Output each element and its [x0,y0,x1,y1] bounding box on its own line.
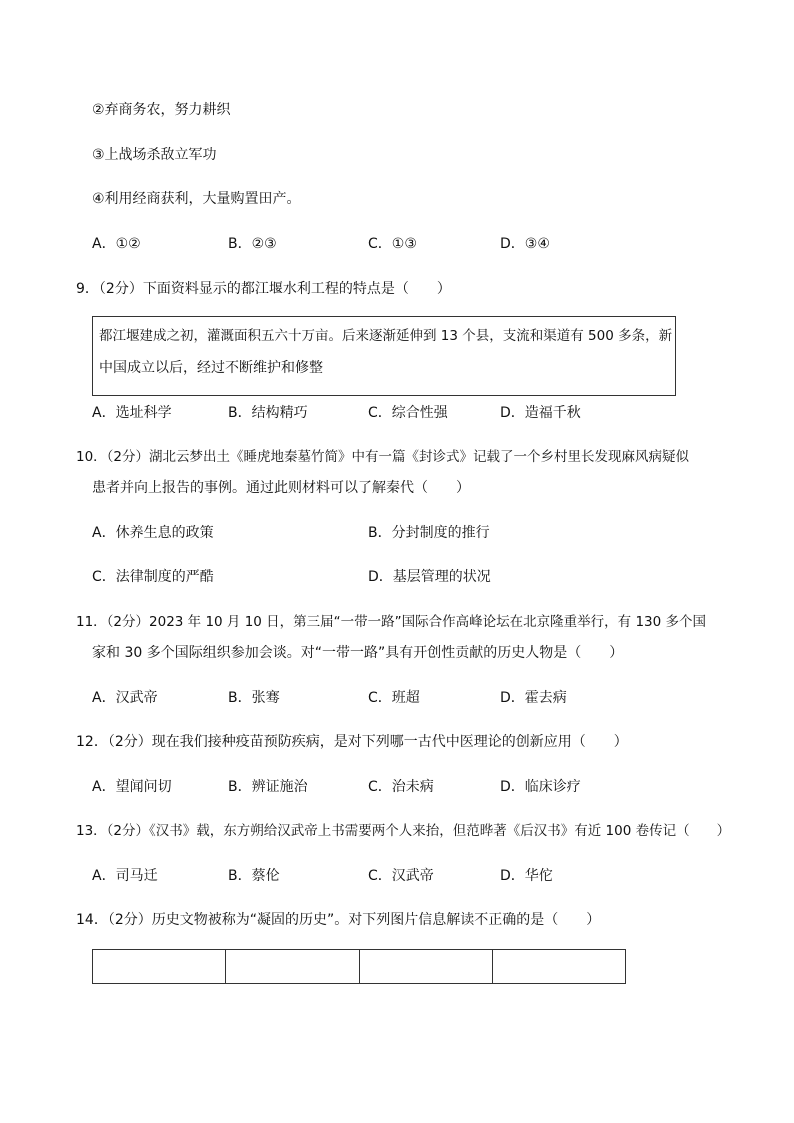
q14-image-cell-1 [93,950,226,984]
q10-option-a: A．休养生息的政策 [92,525,214,541]
q13-option-d: D．华佗 [500,868,553,884]
q8-item-3: ③上战场杀敌立军功 [92,147,217,163]
q11-option-d: D．霍去病 [500,690,567,706]
q9-option-a: A．选址科学 [92,405,172,421]
q10-option-c: C．法律制度的严酷 [92,569,214,585]
q8-option-b: B．②③ [228,236,277,252]
q9-material-box [92,316,676,396]
q11-stem-line-1: 11．（2分）2023 年 10 月 10 日，第三届“一带一路”国际合作高峰论坛在北京隆重举行，有 130 多个国 [76,614,707,630]
q12-option-b: B．辨证施治 [228,779,308,795]
q12-option-c: C．治未病 [368,779,434,795]
q8-item-2: ②弃商务农，努力耕织 [92,102,231,118]
q10-stem-line-1: 10．（2分）湖北云梦出土《睡虎地秦墓竹简》中有一篇《封诊式》记载了一个乡村里长发现麻风病疑似 [76,449,690,465]
q9-option-b: B．结构精巧 [228,405,308,421]
q8-item-4: ④利用经商获利，大量购置田产。 [92,191,301,207]
q11-option-b: B．张骞 [228,690,280,706]
q13-option-b: B．蔡伦 [228,868,280,884]
q14-stem: 14．（2分）历史文物被称为“凝固的历史”。对下列图片信息解读不正确的是（ ） [76,912,601,928]
q8-option-c: C．①③ [368,236,417,252]
q9-stem: 9．（2分）下面资料显示的都江堰水利工程的特点是（ ） [76,281,451,297]
q11-option-a: A．汉武帝 [92,690,158,706]
q13-stem: 13．（2分）《汉书》载，东方朔给汉武帝上书需要两个人来抬，但范晔著《后汉书》有近 100 卷传记（ ） [76,823,731,839]
q10-option-d: D．基层管理的状况 [368,569,491,585]
q9-material-line-2: 中国成立以后，经过不断维护和修整 [99,360,323,376]
q13-option-c: C．汉武帝 [368,868,434,884]
q14-image-table [92,949,626,984]
q14-image-cell-2 [226,950,359,984]
q10-option-b: B．分封制度的推行 [368,525,490,541]
q11-stem-line-2: 家和 30 多个国际组织参加会谈。对“一带一路”具有开创性贡献的历史人物是（ ） [92,645,624,661]
q8-option-a: A．①② [92,236,141,252]
q13-option-a: A．司马迁 [92,868,158,884]
q12-stem: 12．（2分）现在我们接种疫苗预防疾病，是对下列哪一古代中医理论的创新应用（ ） [76,734,628,750]
q8-option-d: D．③④ [500,236,550,252]
q10-stem-line-2: 患者并向上报告的事例。通过此则材料可以了解秦代（ ） [92,480,470,496]
q14-image-cell-4 [492,950,625,984]
q12-option-d: D．临床诊疗 [500,779,581,795]
q11-option-c: C．班超 [368,690,420,706]
q9-option-d: D．造福千秋 [500,405,581,421]
q12-option-a: A．望闻问切 [92,779,172,795]
q9-material-line-1: 都江堰建成之初，灌溉面积五六十万亩。后来逐渐延伸到 13 个县，支流和渠道有 500 多条，新 [99,328,673,344]
q14-image-cell-3 [359,950,492,984]
q9-option-c: C．综合性强 [368,405,448,421]
